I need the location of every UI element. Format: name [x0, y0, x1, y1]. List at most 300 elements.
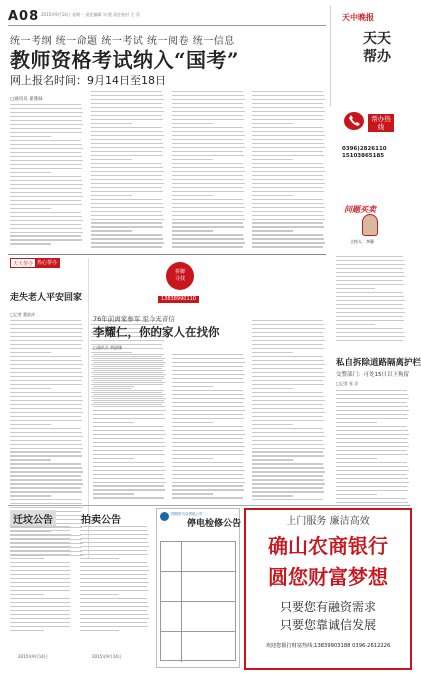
right-story-byline: □记者 张 洋 [336, 381, 359, 386]
text-line [10, 396, 82, 397]
text-line [80, 542, 148, 543]
text-line [252, 392, 323, 393]
text-line [10, 408, 82, 409]
text-line [252, 483, 325, 484]
text-line [10, 328, 83, 329]
text-line [10, 124, 83, 125]
text-line [10, 499, 81, 500]
text-line [10, 428, 81, 429]
text-line [80, 526, 147, 527]
text-line [91, 131, 163, 132]
text-line [172, 358, 244, 359]
ad-line-2: 只要您靠诚信发展 [279, 618, 376, 632]
text-line [80, 558, 119, 559]
text-line [172, 195, 213, 196]
text-line [252, 380, 323, 381]
phone-icon [344, 112, 364, 130]
text-line [252, 167, 324, 168]
text-line [252, 191, 324, 192]
text-line [252, 424, 293, 425]
text-line [10, 436, 83, 437]
text-line [91, 203, 163, 204]
text-line [91, 107, 163, 108]
text-line [80, 630, 119, 631]
text-line [10, 108, 82, 109]
text-line [80, 570, 149, 571]
text-line [91, 127, 162, 128]
page-code: A08 [8, 9, 40, 24]
text-line [10, 566, 70, 567]
text-line [172, 183, 245, 184]
text-line [10, 451, 81, 452]
text-line [91, 211, 162, 212]
text-line [10, 432, 82, 433]
text-line [80, 626, 148, 627]
notice-rule [8, 505, 410, 506]
masthead-title: 天中晚报 [342, 12, 374, 22]
text-line [336, 466, 408, 467]
hotline-box [330, 110, 410, 182]
text-line [336, 454, 408, 455]
text-line [91, 215, 163, 216]
text-line [91, 91, 162, 92]
text-line [10, 483, 83, 484]
text-line [10, 542, 70, 543]
outage-table-divider [181, 542, 182, 662]
text-line [172, 366, 243, 367]
text-line [336, 438, 407, 439]
notice-1 [10, 508, 74, 668]
text-line [172, 211, 243, 212]
text-line [10, 554, 70, 555]
text-line [172, 497, 243, 498]
text-line [91, 234, 162, 235]
text-line [336, 462, 407, 463]
right-story-title: 私自拆除道路隔离护栏 [336, 358, 421, 368]
text-line [10, 344, 81, 345]
text-line [336, 312, 405, 313]
text-line [91, 226, 163, 227]
text-line [252, 91, 323, 92]
text-line [252, 222, 323, 223]
text-line [172, 199, 243, 200]
text-line [10, 526, 70, 527]
text-line [172, 398, 245, 399]
text-line [336, 264, 405, 265]
text-line [80, 606, 149, 607]
text-line [172, 493, 213, 494]
text-line [252, 103, 323, 104]
text-line [80, 566, 148, 567]
text-line [172, 354, 243, 355]
text-line [252, 332, 323, 333]
text-line [172, 478, 244, 479]
text-line [252, 336, 324, 337]
text-line [252, 352, 293, 353]
reporter-host: 主持人：李静 [350, 239, 374, 244]
text-line [10, 491, 82, 492]
text-line [10, 606, 71, 607]
text-line [172, 203, 244, 204]
text-line [10, 336, 82, 337]
text-line [10, 104, 81, 105]
text-line [10, 232, 83, 233]
text-line [336, 494, 377, 495]
text-line [336, 458, 377, 459]
text-line [172, 410, 245, 411]
text-line [10, 455, 82, 456]
text-line [252, 155, 324, 156]
text-line [172, 482, 245, 483]
text-line [91, 352, 132, 353]
text-line [10, 388, 51, 389]
text-line [10, 404, 81, 405]
notice-2 [78, 508, 152, 668]
text-line [10, 156, 82, 157]
text-line [80, 530, 148, 531]
text-line [336, 422, 377, 423]
text-line [10, 176, 81, 177]
text-line [252, 475, 323, 476]
text-line [91, 207, 164, 208]
bank-ad [244, 508, 412, 670]
text-line [93, 438, 164, 439]
notice-2-title: 拍卖公告 [81, 515, 121, 526]
text-line [80, 550, 147, 551]
find-column-1 [93, 354, 167, 504]
text-line [252, 432, 324, 433]
text-line [10, 235, 81, 236]
text-line [172, 163, 243, 164]
text-line [91, 187, 162, 188]
find-badge-top: 拼脚 [174, 269, 185, 275]
find-column-2 [172, 354, 246, 504]
help-byline: □记者 董滨祥 [10, 312, 36, 317]
text-line [336, 324, 375, 325]
text-line [172, 394, 244, 395]
text-line [10, 239, 82, 240]
text-line [252, 479, 324, 480]
lead-column-4 [252, 91, 326, 251]
text-line [172, 434, 245, 435]
text-line [172, 135, 245, 136]
text-line [172, 418, 244, 419]
text-line [10, 144, 82, 145]
text-line [91, 99, 164, 100]
text-line [172, 171, 245, 172]
text-line [336, 292, 403, 293]
text-line [91, 155, 163, 156]
text-line [93, 406, 165, 407]
text-line [80, 586, 147, 587]
text-line [10, 400, 83, 401]
text-line [91, 242, 164, 243]
text-line [10, 112, 83, 113]
text-line [10, 152, 81, 153]
text-line [93, 430, 165, 431]
text-line [10, 128, 81, 129]
text-line [172, 139, 243, 140]
text-line [172, 474, 243, 475]
text-line [93, 382, 165, 383]
text-line [252, 376, 325, 377]
text-line [91, 199, 162, 200]
text-line [252, 226, 324, 227]
text-line [10, 534, 71, 535]
text-line [10, 471, 83, 472]
text-line [93, 366, 164, 367]
notice-1-date: 2015年9月14日 [18, 654, 48, 659]
text-line [252, 238, 324, 239]
text-line [172, 179, 244, 180]
text-line [336, 260, 404, 261]
text-line [10, 475, 81, 476]
text-line [10, 618, 71, 619]
text-line [252, 131, 324, 132]
notice-3 [156, 508, 240, 668]
text-line [252, 440, 323, 441]
text-line [336, 268, 403, 269]
text-line [252, 428, 323, 429]
lead-kicker: 统一考纲 统一命题 统一考试 统一阅卷 统一信息 [10, 36, 235, 47]
text-line [252, 436, 325, 437]
text-line [93, 402, 164, 403]
text-line [10, 440, 81, 441]
text-line [80, 598, 147, 599]
text-line [336, 280, 403, 281]
text-line [80, 538, 147, 539]
text-line [172, 402, 243, 403]
hotline-logo: 帮办热线 [368, 114, 394, 132]
text-line [93, 386, 134, 387]
text-line [336, 340, 403, 341]
text-line [252, 455, 324, 456]
text-line [91, 159, 132, 160]
text-line [10, 168, 82, 169]
text-line [252, 163, 323, 164]
text-line [93, 485, 164, 486]
text-line [10, 136, 51, 137]
text-line [172, 191, 244, 192]
text-line [336, 328, 403, 329]
notice-2-text [80, 526, 150, 636]
text-line [10, 570, 71, 571]
text-line [172, 446, 245, 447]
text-line [336, 410, 409, 411]
text-line [10, 196, 83, 197]
text-line [252, 356, 323, 357]
text-line [252, 187, 323, 188]
text-line [172, 119, 244, 120]
text-line [93, 354, 164, 355]
text-line [172, 370, 244, 371]
notice-1-title: 迁坟公告 [10, 510, 56, 527]
text-line [93, 454, 165, 455]
text-line [93, 489, 165, 490]
text-line [93, 450, 164, 451]
text-line [91, 222, 162, 223]
text-line [91, 103, 162, 104]
text-line [10, 598, 70, 599]
lead-subheadline: 网上报名时间：9月14日至18日 [10, 74, 166, 87]
text-line [10, 626, 70, 627]
text-line [252, 344, 323, 345]
text-line [93, 422, 134, 423]
text-line [252, 175, 323, 176]
text-line [91, 238, 163, 239]
text-line [93, 458, 134, 459]
text-line [252, 416, 323, 417]
text-line [10, 467, 82, 468]
text-line [10, 224, 81, 225]
notice-3-title: 停电检修公告 [187, 519, 242, 529]
text-line [10, 562, 70, 563]
text-line [93, 442, 165, 443]
text-line [10, 356, 81, 357]
text-line [252, 388, 293, 389]
text-line [336, 502, 408, 503]
text-line [10, 424, 51, 425]
text-line [172, 426, 243, 427]
text-line [172, 462, 243, 463]
text-line [336, 478, 408, 479]
text-line [252, 467, 324, 468]
lead-byline: □通讯员 翟燕妹 [10, 97, 43, 102]
text-line [172, 127, 243, 128]
text-line [10, 192, 82, 193]
text-line [252, 234, 323, 235]
text-line [172, 226, 244, 227]
text-line [93, 398, 166, 399]
text-line [10, 372, 82, 373]
text-line [10, 487, 81, 488]
text-line [336, 498, 407, 499]
text-line [336, 316, 403, 317]
text-line [336, 288, 375, 289]
text-line [172, 430, 244, 431]
ad-phones: 欢迎您拨打财富热线:13839903188 0396-2612226 [265, 643, 391, 649]
text-line [252, 199, 323, 200]
text-line [10, 320, 81, 321]
reporter-avatar [362, 214, 378, 236]
header-rule [8, 25, 326, 26]
text-line [172, 450, 243, 451]
text-line [252, 246, 323, 247]
text-line [172, 362, 245, 363]
text-line [10, 120, 82, 121]
text-line [10, 530, 70, 531]
text-line [10, 614, 70, 615]
text-line [252, 183, 325, 184]
text-line [336, 300, 405, 301]
text-line [336, 402, 407, 403]
text-line [252, 471, 325, 472]
text-line [252, 368, 323, 369]
text-line [252, 135, 325, 136]
text-line [91, 230, 132, 231]
text-line [10, 324, 82, 325]
text-line [336, 272, 404, 273]
text-line [252, 444, 324, 445]
text-line [10, 148, 83, 149]
text-line [91, 151, 162, 152]
text-line [91, 340, 164, 341]
text-line [10, 243, 51, 244]
text-line [93, 414, 164, 415]
lead-column-3 [172, 91, 246, 251]
ad-top-line: 上门服务 廉洁高效 [286, 516, 370, 527]
text-line [336, 430, 408, 431]
text-line [10, 459, 51, 460]
text-line [336, 490, 408, 491]
text-line [10, 550, 70, 551]
text-line [93, 446, 166, 447]
text-line [80, 602, 148, 603]
help-story-title: 走失老人平安回家 [10, 293, 83, 303]
text-line [172, 442, 244, 443]
text-line [10, 630, 44, 631]
text-line [91, 219, 164, 220]
text-line [336, 304, 403, 305]
text-line [172, 207, 245, 208]
text-line [91, 163, 162, 164]
text-line [93, 466, 165, 467]
text-line [91, 195, 132, 196]
text-line [80, 578, 148, 579]
text-line [10, 610, 70, 611]
text-line [10, 360, 82, 361]
text-line [172, 422, 213, 423]
right-story-text [336, 390, 410, 508]
text-line [172, 378, 243, 379]
text-line [252, 320, 323, 321]
text-line [252, 340, 325, 341]
text-line [10, 340, 83, 341]
text-line [172, 215, 244, 216]
text-line [252, 384, 324, 385]
hotline-number-2: 15103865185 [342, 153, 385, 159]
text-line [10, 376, 83, 377]
text-line [10, 622, 70, 623]
text-line [91, 123, 132, 124]
text-line [336, 434, 409, 435]
text-line [336, 336, 405, 337]
text-line [172, 167, 244, 168]
text-line [252, 463, 323, 464]
text-line [252, 495, 293, 496]
text-line [336, 450, 407, 451]
text-line [252, 215, 324, 216]
text-line [252, 99, 325, 100]
text-line [172, 111, 245, 112]
power-company-logo [160, 512, 169, 521]
text-line [93, 378, 164, 379]
text-line [252, 179, 324, 180]
text-line [252, 404, 323, 405]
reporter-box [330, 196, 410, 248]
text-line [252, 203, 324, 204]
hotline-number-1: 0396)2826110 [342, 146, 387, 152]
text-line [336, 406, 408, 407]
text-line [10, 392, 81, 393]
text-line [336, 284, 404, 285]
text-line [10, 220, 83, 221]
text-line [252, 328, 325, 329]
text-line [172, 95, 244, 96]
text-line [172, 107, 244, 108]
text-line [172, 103, 243, 104]
text-line [252, 364, 325, 365]
